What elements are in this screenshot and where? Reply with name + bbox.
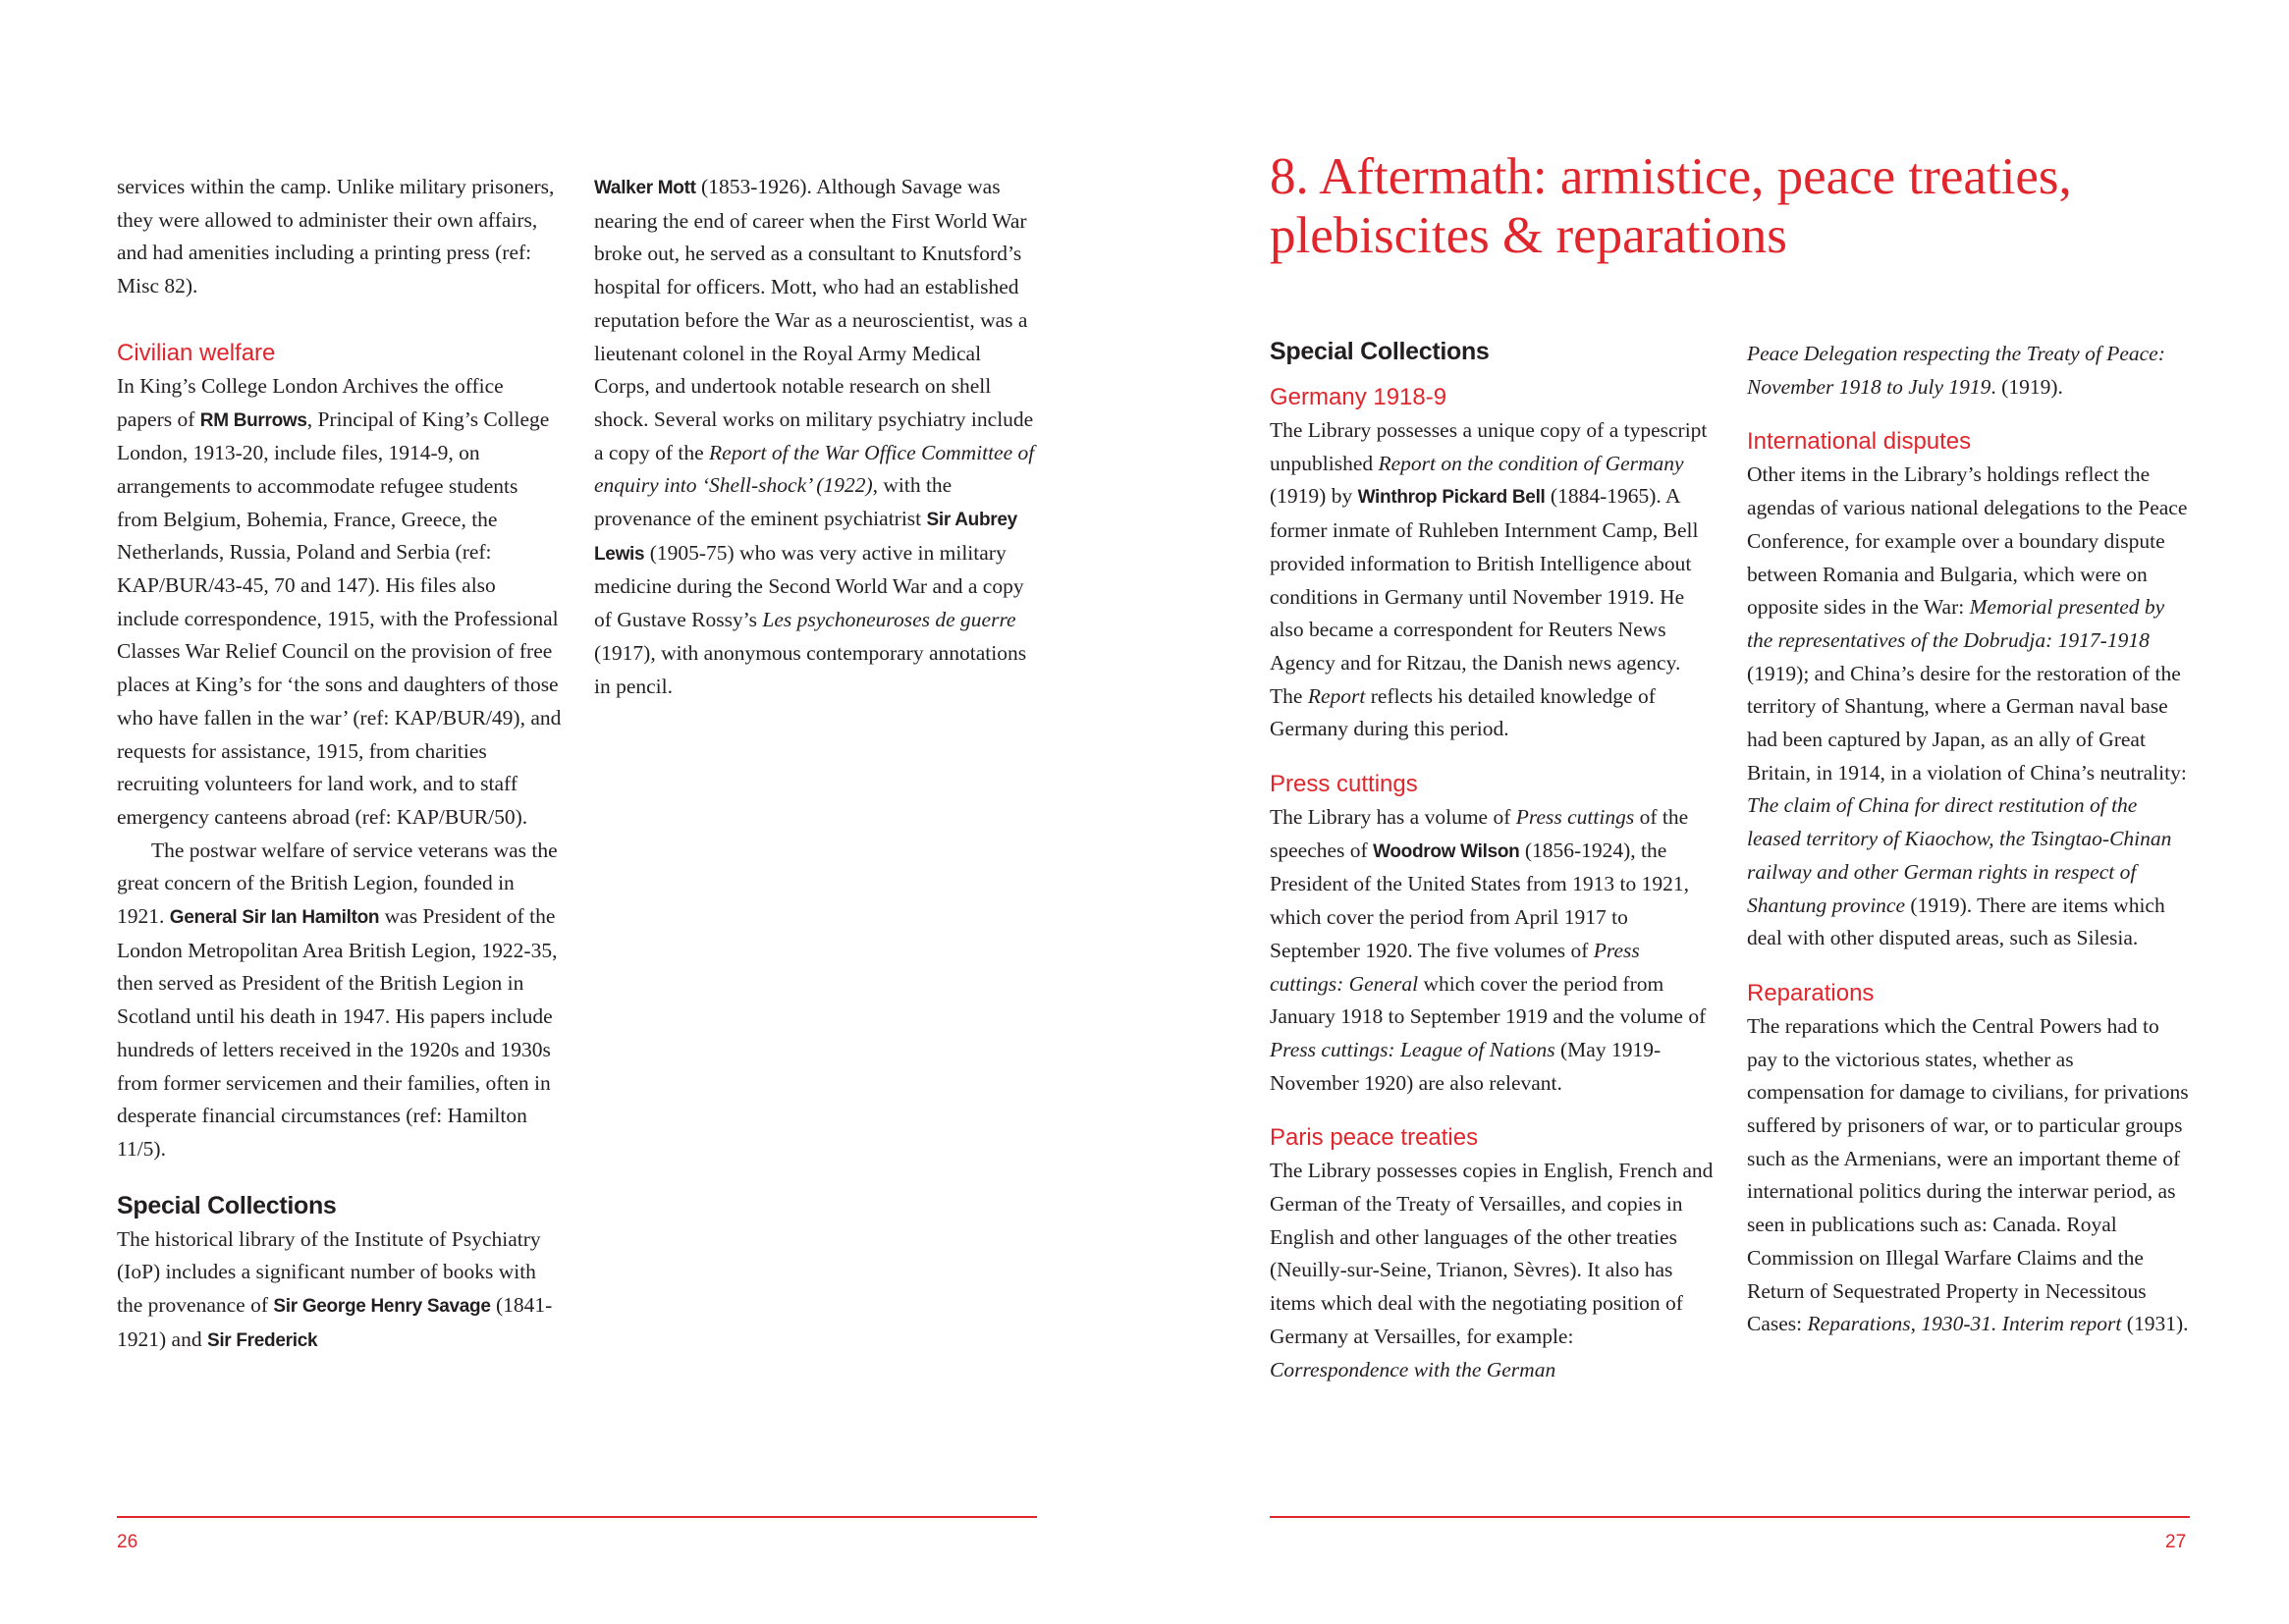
left-page-column-2	[594, 171, 1038, 703]
subheading-press-cuttings: Press cuttings	[1270, 771, 1418, 798]
text-run: (1841-1921) and	[117, 1293, 553, 1351]
text-run: (1919) by	[1270, 484, 1358, 509]
paragraph-reparations	[1747, 1010, 2192, 1341]
person-name: General Sir Ian Hamilton	[169, 907, 380, 929]
person-name: RM Burrows	[199, 409, 307, 431]
italic-title: Memorial presented by the representatives of the Dobrudja: 1917-1918	[1747, 595, 2165, 652]
subheading-civilian-welfare: Civilian welfare	[117, 339, 276, 366]
section-heading-special-collections: Special Collections	[117, 1191, 337, 1219]
paragraph-international-disputes	[1747, 459, 2192, 955]
text-run: The postwar welfare of service veterans was the great concern of the British Legion, founded in 1921.	[117, 838, 558, 929]
text-run: . (1919).	[1990, 374, 2063, 399]
text-run: The Library possesses a unique copy of a typescript unpublished	[1270, 418, 1708, 475]
paragraph-civilian-welfare	[117, 370, 562, 835]
person-name: Woodrow Wilson	[1373, 840, 1520, 862]
left-page-column-1	[117, 171, 562, 1358]
paragraph-special-collections	[117, 1223, 562, 1358]
right-page-column-1	[1270, 334, 1715, 1386]
text-run: which cover the period from January 1918 to September 1919 and the volume of	[1270, 971, 1707, 1029]
italic-title: Report on the condition of Germany	[1378, 451, 1684, 475]
text-run: (1931).	[2121, 1312, 2189, 1336]
italic-title: Reparations, 1930-31. Interim report	[1807, 1312, 2122, 1336]
text-run: services within the camp. Unlike military prisoners, they were allowed to administer their own affairs, and had amenities including a printing press (ref: Misc 82).	[117, 175, 555, 298]
person-name: Sir Frederick	[206, 1329, 318, 1351]
paragraph-paris-peace-treaties	[1270, 1155, 1715, 1386]
text-run: reflects his detailed knowledge of Germany during this period.	[1270, 683, 1656, 741]
text-run: Other items in the Library’s holdings reflect the agendas of various national delegations to the Peace Conference, for example over a boundary dispute between Romania and Bulgaria, which were on opposite sides in the War:	[1747, 462, 2188, 620]
paragraph-press-cuttings	[1270, 801, 1715, 1100]
text-run: (1853-1926). Although Savage was nearing the end of career when the First World War broke out, he served as a consultant to Knutsford’s hospital for officers. Mott, who had an established reputation before the War as a neuroscientist, was a lieutenant colonel in the Royal Army Medical Corps, and undertook notable research on shell shock. Several works on military psychiatry include a copy of the	[594, 175, 1034, 464]
right-page-column-2	[1747, 338, 2192, 1341]
text-run: , with the provenance of the eminent psychiatrist	[594, 473, 953, 531]
paragraph-veterans	[117, 835, 562, 1166]
paragraph-mott	[594, 171, 1038, 703]
subheading-paris-peace-treaties: Paris peace treaties	[1270, 1124, 1479, 1152]
text-run: was President of the London Metropolitan Area British Legion, 1922-35, then served as President of the British Legion in Scotland until his death in 1947. His papers include hundreds of letters received in the 1920s and 1930s from former servicemen and their families, often in desperate financial circumstances (ref: Hamilton 11/5).	[117, 904, 558, 1161]
text-run: , Principal of King’s College London, 1913-20, include files, 1914-9, on arrangements to accommodate refugee students from Belgium, Bohemia, France, Greece, the Netherlands, Russia, Poland and Serbia (ref: KAP/BUR/43-45, 70 and 147). His files also include correspondence, 1915, with the Professional Classes War Relief Council on the provision of free places at King’s for ‘the sons and daughters of those who have fallen in the war’ (ref: KAP/BUR/49), and requests for assistance, 1915, from charities recruiting volunteers for land work, and to staff emergency canteens abroad (ref: KAP/BUR/50).	[117, 406, 562, 829]
italic-title: Correspondence with the German	[1270, 1357, 1556, 1381]
text-run: The historical library of the Institute of Psychiatry (IoP) includes a significant number of books with the provenance of	[117, 1226, 541, 1318]
italic-title: Report	[1307, 683, 1366, 708]
italic-title: Press cuttings: General	[1270, 938, 1640, 996]
subheading-germany: Germany 1918-9	[1270, 384, 1447, 410]
section-heading-special-collections: Special Collections	[1270, 338, 1490, 365]
italic-title: Press cuttings	[1515, 805, 1635, 830]
subheading-reparations: Reparations	[1747, 979, 1875, 1006]
text-run: of the speeches of	[1270, 805, 1689, 862]
text-run: The Library has a volume of	[1270, 805, 1516, 830]
person-name: Sir George Henry Savage	[273, 1296, 491, 1318]
text-run: (1905-75) who was very active in military medicine during the Second World War and a copy of Gustave Rossy’s	[594, 540, 1024, 632]
italic-title: Report of the War Office Committee of enquiry into ‘Shell-shock’ (1922)	[594, 440, 1035, 498]
footer-rule-left	[117, 1516, 1037, 1518]
text-run: (May 1919-November 1920) are also relevant.	[1270, 1037, 1662, 1095]
person-name: Sir Aubrey Lewis	[594, 510, 1017, 565]
text-run: In King’s College London Archives the office papers of	[117, 373, 504, 431]
italic-title: Press cuttings: League of Nations	[1270, 1037, 1555, 1061]
paragraph-camp-services	[117, 171, 562, 303]
person-name: Winthrop Pickard Bell	[1357, 487, 1546, 509]
text-run: (1917), with anonymous contemporary annotations in pencil.	[594, 640, 1027, 698]
person-name: Walker Mott	[594, 178, 696, 198]
paragraph-peace-delegation	[1747, 338, 2192, 404]
text-run: (1856-1924), the President of the United States from 1913 to 1921, which cover the period from April 1917 to September 1920. The five volumes of	[1270, 838, 1689, 962]
chapter-title: 8. Aftermath: armistice, peace treaties, plebiscites & reparations	[1270, 148, 2072, 264]
italic-title: The claim of China for direct restitution of the leased territory of Kiaochow, the Tsingtao-Chinan railway and other German rights in respect of Shantung province	[1747, 793, 2172, 917]
text-run: (1919); and China’s desire for the restoration of the territory of Shantung, where a German naval base had been captured by Japan, as an ally of Great Britain, in 1914, in a violation of China’s neutrality:	[1747, 661, 2187, 785]
page-number-left: 26	[117, 1532, 138, 1552]
paragraph-germany	[1270, 414, 1715, 746]
italic-title: Les psychoneuroses de guerre	[762, 608, 1016, 632]
text-run: (1919). There are items which deal with other disputed areas, such as Silesia.	[1747, 893, 2165, 950]
page-number-right: 27	[2165, 1532, 2187, 1552]
text-run: The Library possesses copies in English, French and German of the Treaty of Versailles, and copies in English and other languages of the other treaties (Neuilly-sur-Seine, Trianon, Sèvres). It also has items which deal with the negotiating position of Germany at Versailles, for example:	[1270, 1159, 1714, 1348]
footer-rule-right	[1270, 1516, 2190, 1518]
subheading-international-disputes: International disputes	[1747, 428, 1972, 456]
italic-title: Peace Delegation respecting the Treaty of Peace: November 1918 to July 1919	[1747, 342, 2165, 399]
text-run: (1884-1965). A former inmate of Ruhleben Internment Camp, Bell provided information to British Intelligence about conditions in Germany until November 1919. He also became a correspondent for Reuters News Agency and for Ritzau, the Danish news agency. The	[1270, 484, 1699, 708]
text-run: The reparations which the Central Powers had to pay to the victorious states, whether as compensation for damage to civilians, for privations suffered by prisoners of war, or to particular groups such as the Armenians, were an important theme of international politics during the interwar period, as seen in publications such as: Canada. Royal Commission on Illegal Warfare Claims and the Return of Sequestrated Property in Necessitous Cases:	[1747, 1013, 2189, 1336]
